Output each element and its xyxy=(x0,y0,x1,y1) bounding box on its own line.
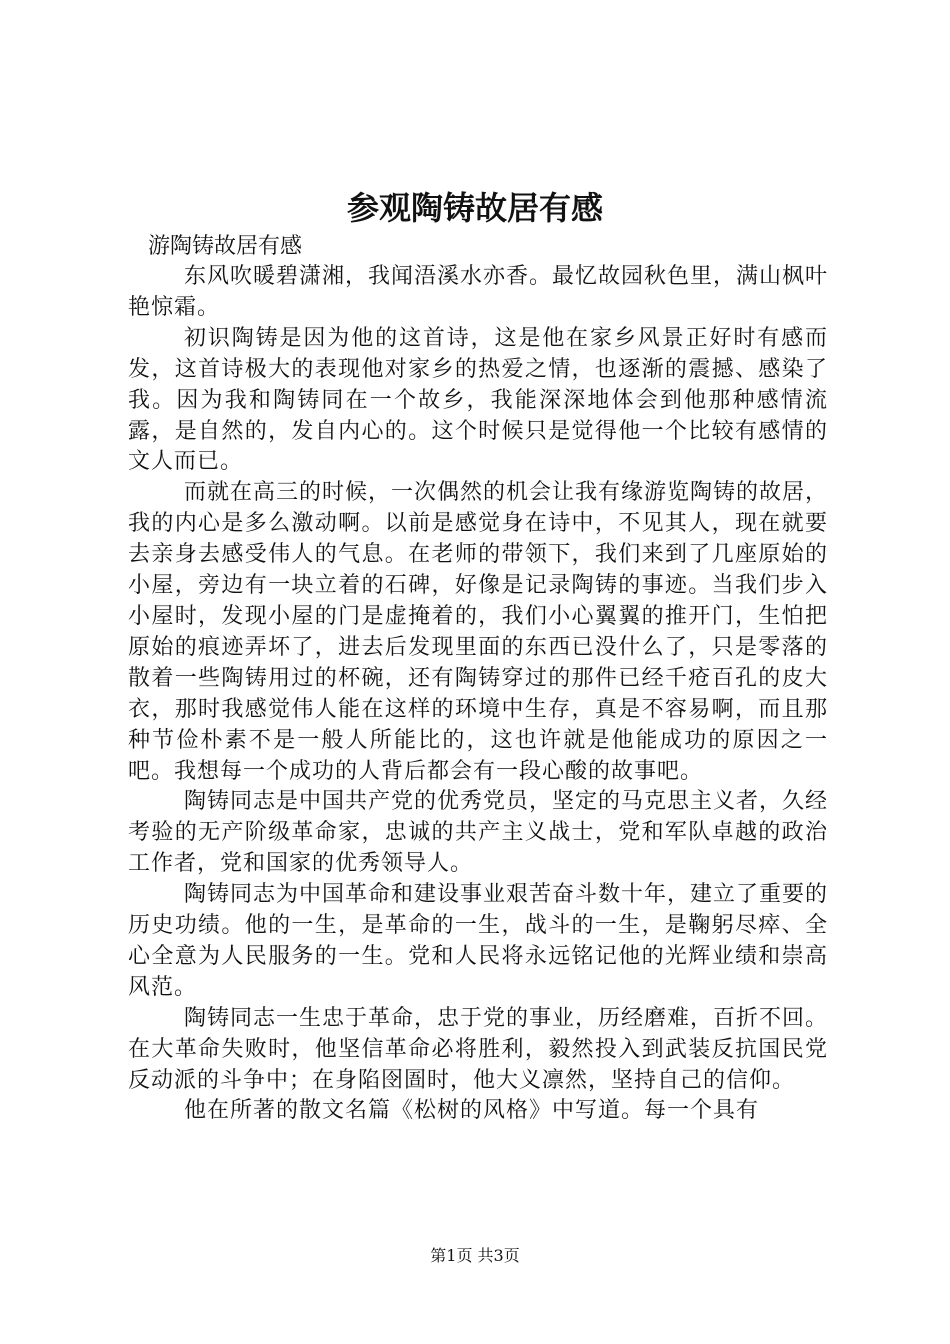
document-title: 参观陶铸故居有感 xyxy=(346,189,603,227)
paragraph-first-impression: 初识陶铸是因为他的这首诗，这是他在家乡风景正好时有感而发，这首诗极大的表现他对家乡的热爱之情，也逐渐的震撼、感染了我。因为我和陶铸同在一个故乡，我能深深地体会到他那种感情流露，是自然的，发自内心的。这个时候只是觉得他一个比较有感情的文人而已。 xyxy=(128,325,828,475)
page-number-footer: 第1页 共3页 xyxy=(430,1246,520,1265)
document-body xyxy=(128,232,828,1127)
document-subtitle: 游陶铸故居有感 xyxy=(148,234,303,259)
paragraph-loyalty: 陶铸同志一生忠于革命，忠于党的事业，历经磨难，百折不回。在大革命失败时，他坚信革命必将胜利，毅然投入到武装反抗国民党反动派的斗争中；在身陷囹圄时，他大义凛然，坚持自己的信仰。 xyxy=(128,1005,829,1093)
paragraph-poem: 东风吹暖碧潇湘，我闻浯溪水亦香。最忆故园秋色里，满山枫叶艳惊霜。 xyxy=(128,264,829,320)
paragraph-visit: 而就在高三的时候，一次偶然的机会让我有缘游览陶铸的故居，我的内心是多么激动啊。以前是感觉身在诗中，不见其人，现在就要去亲身去感受伟人的气息。在老师的带领下，我们来到了几座原始的小屋，旁边有一块立着的石碑，好像是记录陶铸的事迹。当我们步入小屋时，发现小屋的门是虚掩着的，我们小心翼翼的推开门，生怕把原始的痕迹弄坏了，进去后发现里面的东西已没什么了，只是零落的散着一些陶铸用过的杯碗，还有陶铸穿过的那件已经千疮百孔的皮大衣，那时我感觉伟人能在这样的环境中生存，真是不容易啊，而且那种节俭朴素不是一般人所能比的，这也许就是他能成功的原因之一吧。我想每一个成功的人背后都会有一段心酸的故事吧。 xyxy=(128,480,829,784)
paragraph-pine-essay: 他在所著的散文名篇《松树的风格》中写道。每一个具有 xyxy=(184,1098,760,1124)
paragraph-achievements: 陶铸同志为中国革命和建设事业艰苦奋斗数十年，建立了重要的历史功绩。他的一生，是革命的一生，战斗的一生，是鞠躬尽瘁、全心全意为人民服务的一生。党和人民将永远铭记他的光辉业绩和崇高风范。 xyxy=(128,882,829,1000)
paragraph-party-member: 陶铸同志是中国共产党的优秀党员，坚定的马克思主义者，久经考验的无产阶级革命家，忠诚的共产主义战士，党和军队卓越的政治工作者，党和国家的优秀领导人。 xyxy=(128,789,829,877)
